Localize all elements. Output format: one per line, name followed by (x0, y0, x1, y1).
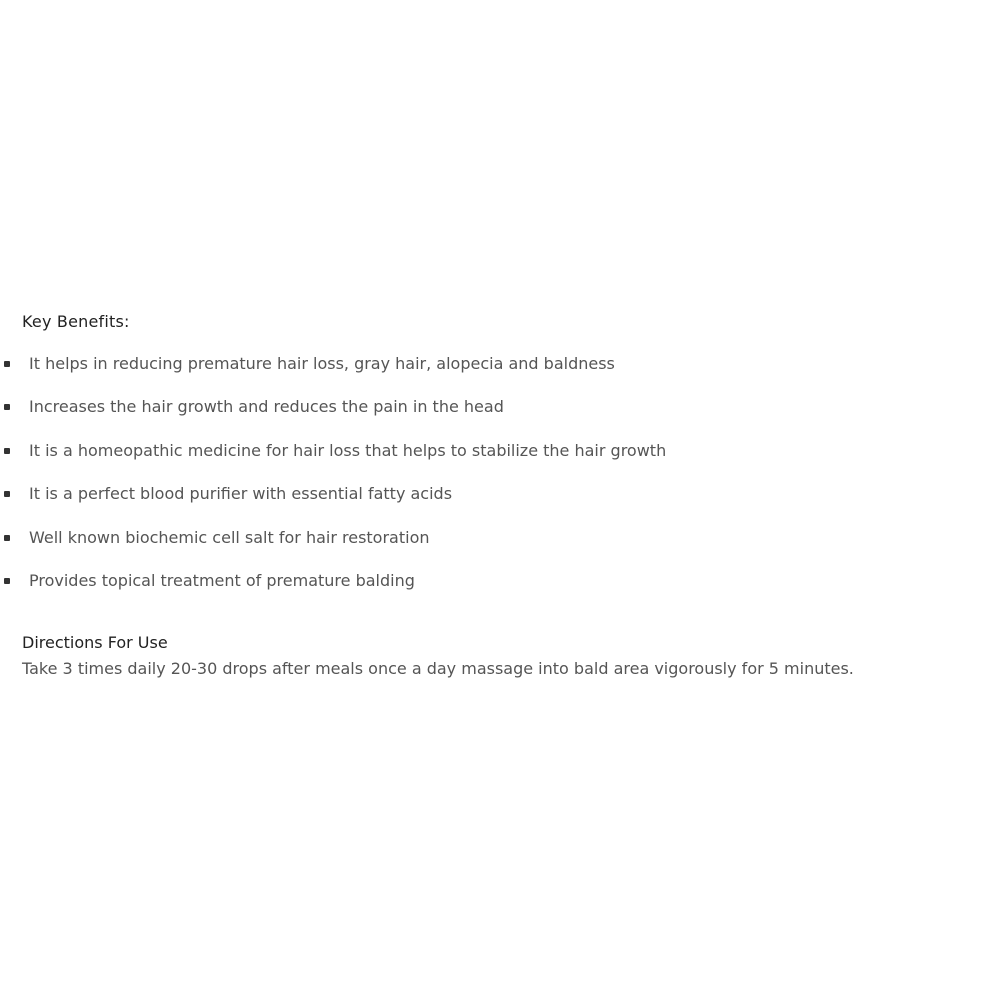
bullet-icon (4, 535, 10, 541)
benefit-text: It helps in reducing premature hair loss, gray hair, alopecia and baldness (29, 354, 615, 373)
list-item (0, 472, 1000, 515)
benefit-text: Increases the hair growth and reduces the pain in the head (29, 397, 504, 417)
key-benefits-list (0, 342, 1000, 602)
bullet-icon (4, 578, 10, 584)
benefit-text: Well known biochemic cell salt for hair restoration (29, 527, 430, 547)
bullet-icon (4, 404, 10, 410)
list-item (0, 385, 1000, 428)
directions-heading: Directions For Use (22, 633, 168, 653)
key-benefits-heading: Key Benefits: (22, 312, 130, 331)
bullet-icon (4, 361, 10, 367)
list-item (0, 559, 1000, 602)
product-description (0, 308, 1000, 682)
bullet-icon (4, 448, 10, 454)
list-item (0, 429, 1000, 472)
list-item (0, 516, 1000, 559)
benefit-text: It is a perfect blood purifier with essential fatty acids (29, 484, 453, 504)
directions-text: Take 3 times daily 20-30 drops after meals once a day massage into bald area vigorously for 5 minutes. (22, 659, 854, 679)
list-item (0, 342, 1000, 385)
benefit-text: It is a homeopathic medicine for hair loss that helps to stabilize the hair growth (29, 440, 667, 460)
benefit-text: Provides topical treatment of premature balding (29, 570, 415, 590)
directions-section (0, 630, 1000, 682)
bullet-icon (4, 491, 10, 497)
